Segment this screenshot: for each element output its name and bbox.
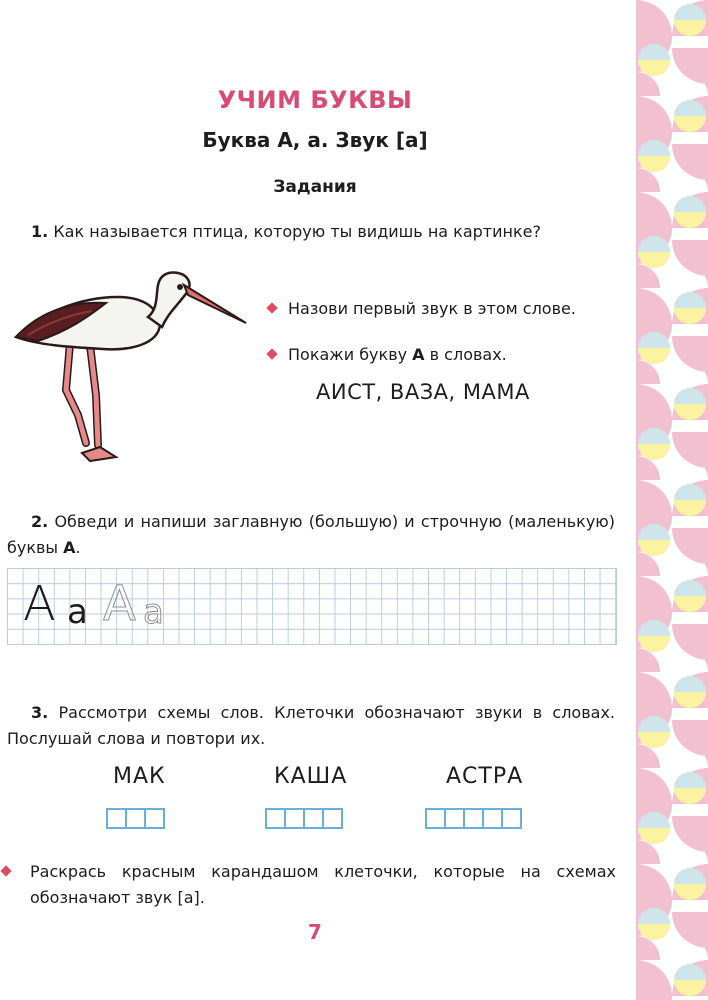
scheme-cell[interactable] — [501, 808, 522, 829]
trace-letter-lower: а — [67, 592, 88, 632]
scheme-word-kasha: КАША — [274, 764, 348, 789]
page-number: 7 — [308, 920, 322, 944]
tasks-heading: Задания — [273, 177, 357, 197]
task1-question — [31, 219, 621, 245]
scheme-cell[interactable] — [125, 808, 146, 829]
task2-text — [7, 509, 615, 561]
decorative-strip — [636, 0, 708, 1000]
task1-bullet-2-end: в словах. — [424, 345, 507, 364]
bullet-diamond-icon — [0, 865, 11, 876]
scheme-cell[interactable] — [265, 808, 286, 829]
task1-number: 1. — [31, 222, 49, 241]
task2-number: 2. — [31, 512, 49, 531]
scheme-cell[interactable] — [322, 808, 343, 829]
tracing-grid[interactable] — [7, 568, 617, 645]
scheme-kasha[interactable] — [265, 808, 343, 829]
scheme-astra[interactable] — [425, 808, 522, 829]
task2-letter: А — [63, 538, 76, 557]
task3-number: 3. — [31, 703, 49, 722]
task3-bullet — [30, 859, 616, 911]
scheme-cell[interactable] — [463, 808, 484, 829]
task1-bullet-1 — [268, 296, 576, 322]
bullet-diamond-icon — [266, 348, 277, 359]
stork-illustration — [8, 265, 253, 465]
task3-instruction: Рассмотри схемы слов. Клеточки обозначают звуки в словах. Послушай слова и повтори их. — [7, 703, 616, 748]
trace-letter-upper-outline: А — [103, 576, 136, 632]
task2-end: . — [75, 538, 81, 557]
task1-bullet-1-text: Назови первый звук в этом слове. — [288, 299, 576, 318]
trace-letter-upper: А — [23, 576, 56, 632]
task2-instruction: Обведи и напиши заглавную (большую) и строчную (маленькую) буквы — [7, 512, 615, 557]
scheme-cell[interactable] — [106, 808, 127, 829]
trace-letter-lower-outline: а — [143, 592, 164, 632]
bullet-diamond-icon — [266, 302, 277, 313]
task1-bullet-2 — [268, 342, 507, 368]
task3-text — [7, 700, 615, 752]
decorative-pattern-icon — [636, 0, 708, 1000]
page-title: УЧИМ БУКВЫ — [217, 86, 413, 114]
scheme-cell[interactable] — [144, 808, 165, 829]
scheme-cell[interactable] — [284, 808, 305, 829]
scheme-mak[interactable] — [106, 808, 165, 829]
scheme-cell[interactable] — [425, 808, 446, 829]
example-words: АИСТ, ВАЗА, МАМА — [316, 380, 530, 404]
task3-bullet-text: Раскрась красным карандашом клеточки, которые на схемах обозначают звук [а]. — [30, 862, 616, 907]
task1-bullet-2-letter: А — [412, 345, 425, 364]
scheme-word-mak: МАК — [113, 764, 166, 789]
task1-question-text: Как называется птица, которую ты видишь на картинке? — [53, 222, 541, 241]
task1-bullet-2-text: Покажи букву — [288, 345, 413, 364]
lesson-subtitle: Буква А, а. Звук [а] — [202, 128, 428, 152]
scheme-cell[interactable] — [444, 808, 465, 829]
scheme-cell[interactable] — [303, 808, 324, 829]
scheme-word-astra: АСТРА — [446, 764, 524, 789]
scheme-cell[interactable] — [482, 808, 503, 829]
